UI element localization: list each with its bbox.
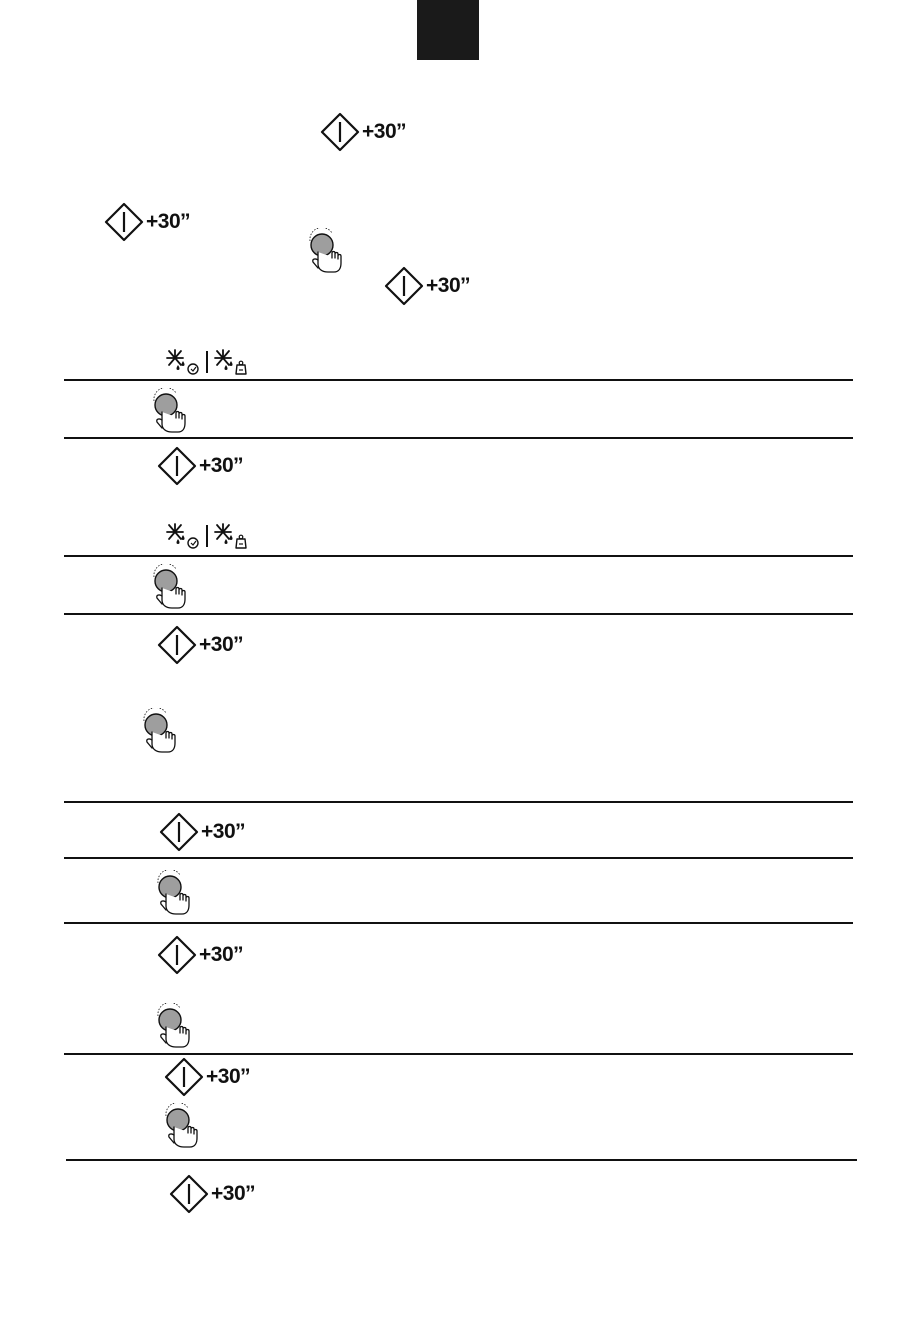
defrost-by-weight-icon: [212, 348, 250, 376]
start-diamond-icon: [104, 202, 144, 242]
start-button-label: +30’’: [426, 274, 471, 297]
section-divider: [64, 613, 853, 615]
rotary-dial-hand-icon: [150, 388, 190, 434]
rotary-dial-hand-icon: [150, 564, 190, 610]
start-button-label: +30’’: [199, 454, 244, 477]
rotary-dial-hand-icon: [162, 1103, 202, 1149]
defrost-by-time-icon: [164, 348, 202, 376]
start-diamond-icon: [169, 1174, 209, 1214]
start-button-icon-group: [157, 625, 243, 665]
start-diamond-icon: [157, 935, 197, 975]
start-button-icon-group: [169, 1174, 255, 1214]
defrost-icons: [164, 522, 250, 550]
start-button-label: +30’’: [199, 633, 244, 656]
start-button-label: +30’’: [201, 820, 246, 843]
start-button-icon-group: [159, 812, 245, 852]
start-button-icon-group: [164, 1057, 250, 1097]
start-button-label: +30’’: [211, 1182, 256, 1205]
start-diamond-icon: [157, 446, 197, 486]
page-tab-marker: [417, 0, 479, 60]
start-button-icon-group: [157, 935, 243, 975]
start-diamond-icon: [159, 812, 199, 852]
section-divider: [64, 555, 853, 557]
rotary-dial-hand-icon: [140, 708, 180, 754]
rotary-dial-hand-icon: [154, 870, 194, 916]
section-divider: [64, 1053, 853, 1055]
rotary-dial-hand-icon: [306, 228, 346, 274]
start-button-label: +30’’: [362, 120, 407, 143]
defrost-icons: [164, 348, 250, 376]
defrost-by-time-icon: [164, 522, 202, 550]
start-diamond-icon: [157, 625, 197, 665]
start-button-label: +30’’: [146, 210, 191, 233]
start-button-label: +30’’: [199, 943, 244, 966]
section-divider: [66, 1159, 857, 1161]
section-divider: [64, 379, 853, 381]
start-button-icon-group: [384, 266, 470, 306]
start-diamond-icon: [320, 112, 360, 152]
rotary-dial-hand-icon: [154, 1003, 194, 1049]
section-divider: [64, 437, 853, 439]
separator-bar: [206, 525, 208, 547]
start-button-label: +30’’: [206, 1065, 251, 1088]
defrost-by-weight-icon: [212, 522, 250, 550]
start-button-icon-group: [320, 112, 406, 152]
start-button-icon-group: [104, 202, 190, 242]
start-button-icon-group: [157, 446, 243, 486]
section-divider: [64, 801, 853, 803]
section-divider: [64, 857, 853, 859]
start-diamond-icon: [164, 1057, 204, 1097]
separator-bar: [206, 351, 208, 373]
start-diamond-icon: [384, 266, 424, 306]
section-divider: [64, 922, 853, 924]
